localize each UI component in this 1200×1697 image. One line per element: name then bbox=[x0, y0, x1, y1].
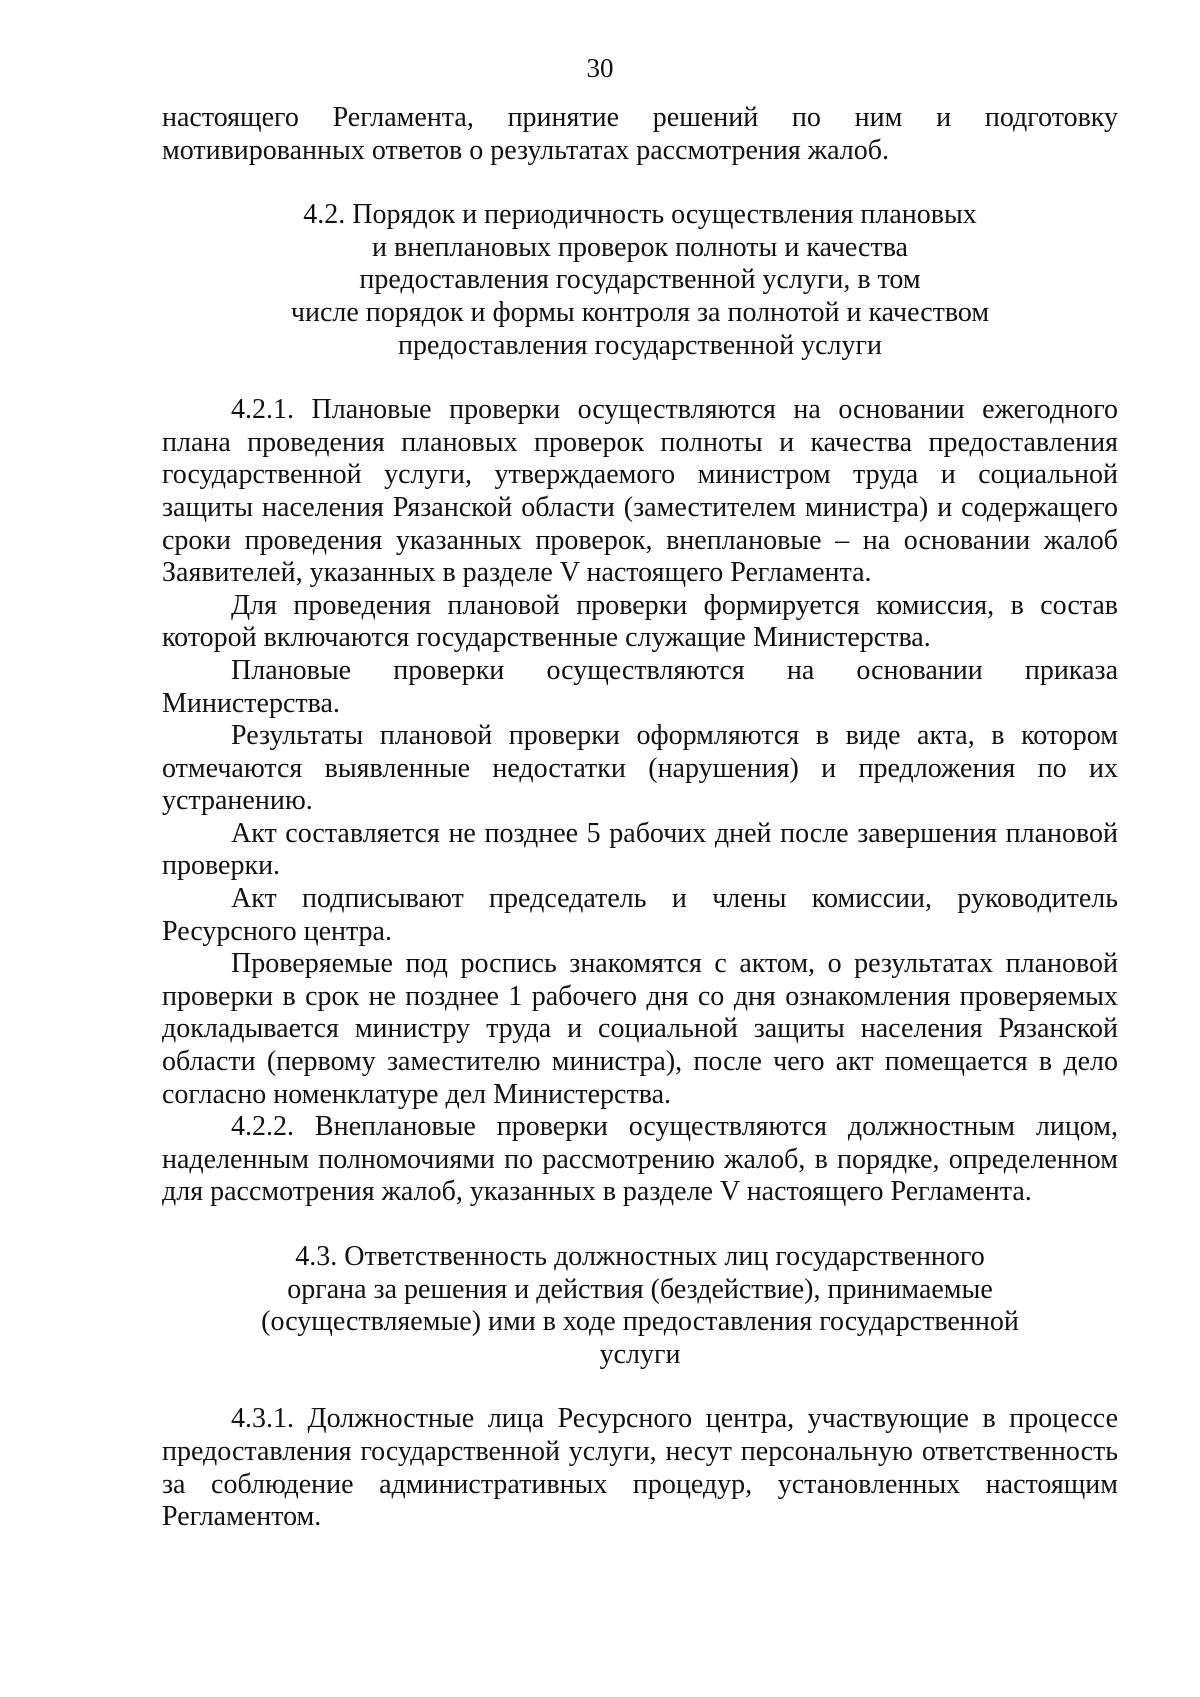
paragraph-acquaint: Проверяемые под роспись знакомятся с актом, о результатах плановой проверки в срок не позднее 1 рабочего дня со дня ознакомления проверяемых докладывается министру труда и социальной защиты населения Рязанской области (первому заместителю министра), после чего акт помещается в дело согласно номенклатуре дел Министерства. bbox=[162, 948, 1118, 1110]
heading-line: органа за решения и действия (бездействие), принимаемые bbox=[287, 1273, 993, 1305]
heading-line: предоставления государственной услуги, в том bbox=[359, 264, 921, 296]
heading-line: предоставления государственной услуги bbox=[398, 329, 882, 361]
paragraph-act-signers: Акт подписывают председатель и члены комиссии, руководитель Ресурсного центра. bbox=[162, 883, 1118, 947]
paragraph-results: Результаты плановой проверки оформляются в виде акта, в котором отмечаются выявленные недостатки (нарушения) и предложения по их устранению. bbox=[162, 720, 1118, 817]
paragraph-commission: Для проведения плановой проверки формируется комиссия, в состав которой включаются государственные служащие Министерства. bbox=[162, 589, 1118, 654]
heading-line: числе порядок и формы контроля за полнотой и качеством bbox=[290, 296, 990, 328]
paragraph-4-2-1: 4.2.1. Плановые проверки осуществляются на основании ежегодного плана проведения плановых проверок полноты и качества предоставления государственной услуги, утверждаемого министром труда и социальной защиты населения Рязанской области (заместителем министра) и содержащего сроки проведения указанных проверок, внеплановые – на основании жалоб Заявителей, указанных в разделе V настоящего Регламента. bbox=[162, 394, 1118, 589]
page-number: 30 bbox=[586, 53, 614, 83]
paragraph-4-3-1: 4.3.1. Должностные лица Ресурсного центра, участвующие в процессе предоставления государственной услуги, несут персональную ответственность за соблюдение административных процедур, установленных настоящим Регламентом. bbox=[162, 1403, 1118, 1533]
heading-line: и внеплановых проверок полноты и качества bbox=[372, 231, 908, 263]
section-heading-4-2 bbox=[162, 199, 1118, 362]
paragraph-act-deadline: Акт составляется не позднее 5 рабочих дней после завершения плановой проверки. bbox=[162, 817, 1118, 882]
heading-line: 4.3. Ответственность должностных лиц государственного bbox=[295, 1241, 985, 1272]
paragraph-order: Плановые проверки осуществляются на основании приказа Министерства. bbox=[162, 654, 1118, 719]
paragraph-4-2-2: 4.2.2. Внеплановые проверки осуществляются должностным лицом, наделенным полномочиями по рассмотрению жалоб, в порядке, определенном для рассмотрения жалоб, указанных в разделе V настоящего Регламента. bbox=[162, 1111, 1118, 1208]
document-body bbox=[162, 102, 1118, 1534]
heading-line: услуги bbox=[599, 1338, 681, 1370]
heading-line: (осуществляемые) ими в ходе предоставления государственной bbox=[261, 1306, 1019, 1338]
intro-paragraph: настоящего Регламента, принятие решений по ним и подготовку мотивированных ответов о результатах рассмотрения жалоб. bbox=[162, 102, 1118, 166]
section-heading-4-3 bbox=[162, 1241, 1118, 1371]
heading-line: 4.2. Порядок и периодичность осуществления плановых bbox=[303, 199, 977, 231]
